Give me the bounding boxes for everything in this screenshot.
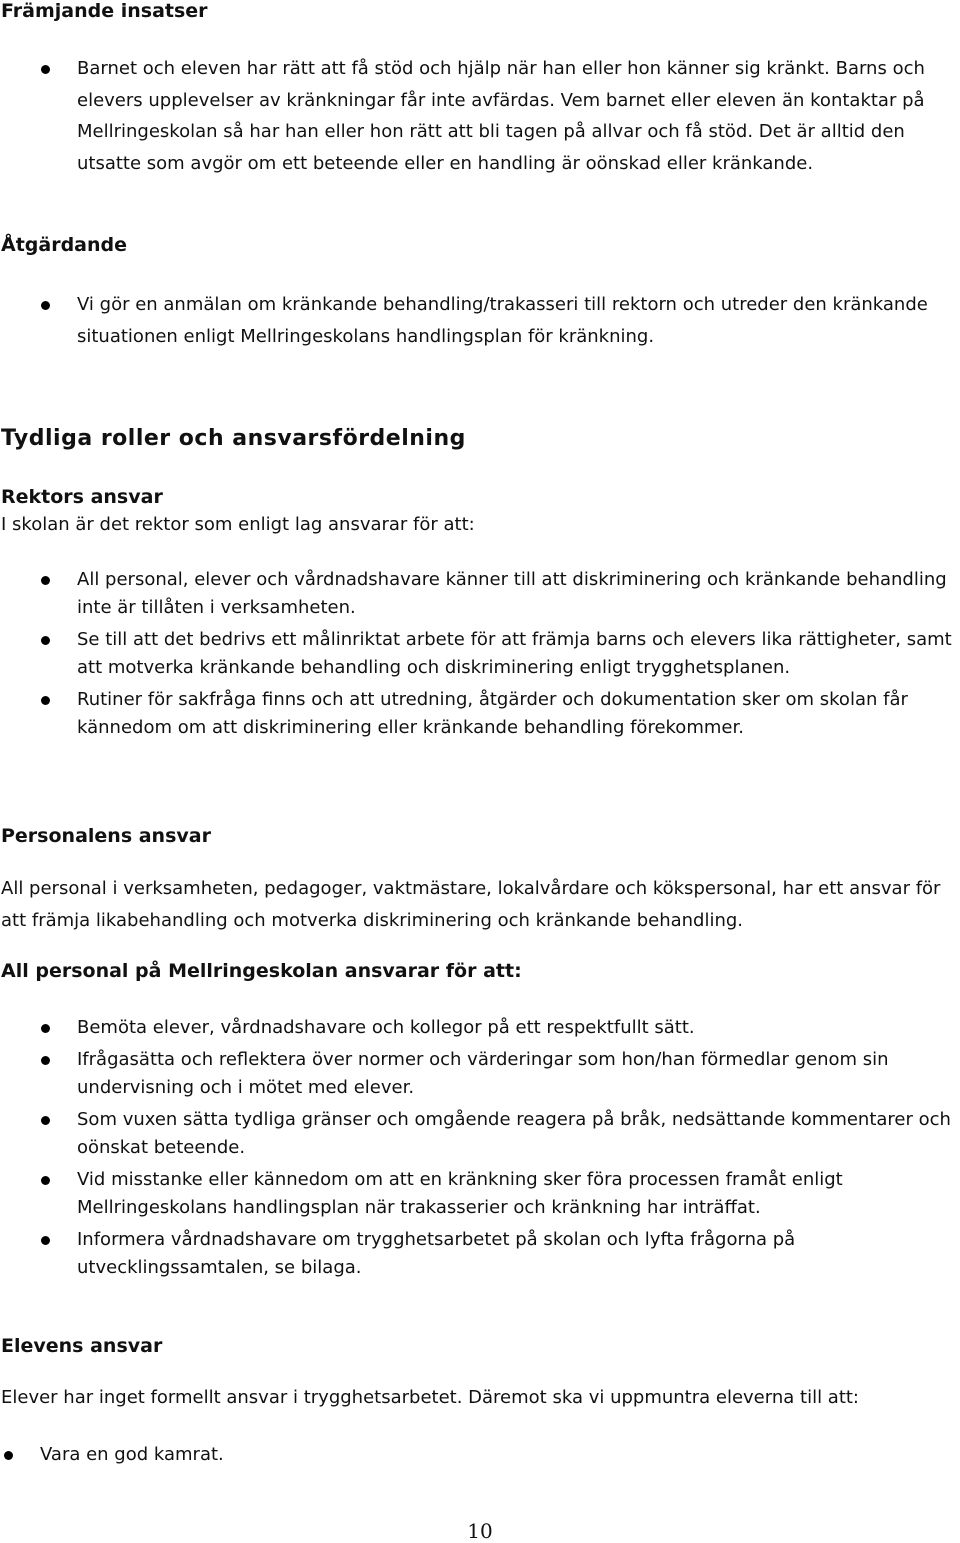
list-item: Vid misstanke eller kännedom om att en kränkning sker föra processen framåt enligt Mellringeskolans handlingsplan när trakasserier och kränkning har inträffat. [0,1166,958,1222]
bullet-icon [41,1176,50,1185]
list-atgardande [0,289,958,352]
heading-framjande: Främjande insatser [1,0,208,22]
list-item: Barnet och eleven har rätt att få stöd och hjälp när han eller hon känner sig kränkt. Barns och elevers upplevelser av kränkningar får inte avfärdas. Vem barnet eller eleven än kontaktar på Mellringeskolan så har han eller hon rätt att bli tagen på allvar och få stöd. Det är alltid den utsatte som avgör om ett beteende eller en handling är oönskad eller kränkande. [0,53,958,179]
personal-paragraph: All personal i verksamheten, pedagoger, vaktmästare, lokalvårdare och kökspersonal, har ett ansvar för att främja likabehandling och motverka diskriminering och kränkande behandling. [1,878,941,931]
list-item: All personal, elever och vårdnadshavare känner till att diskriminering och kränkande behandling inte är tillåten i verksamheten. [0,566,958,622]
bullet-icon [41,301,50,310]
list-personal [0,1014,958,1282]
list-elev [0,1441,958,1469]
heading-rektor: Rektors ansvar [1,486,163,508]
list-item: Informera vårdnadshavare om trygghetsarbetet på skolan och lyfta frågorna på utvecklingssamtalen, se bilaga. [0,1226,958,1282]
bullet-icon [41,696,50,705]
list-framjande [0,53,958,179]
heading-atgardande: Åtgärdande [1,234,128,256]
list-item: Bemöta elever, vårdnadshavare och kollegor på ett respektfullt sätt. [0,1014,958,1042]
rektor-intro: I skolan är det rektor som enligt lag ansvarar för att: [1,514,475,535]
heading-personal-ansvar: All personal på Mellringeskolan ansvarar för att: [1,960,522,982]
bullet-icon [4,1451,13,1460]
bullet-icon [41,1236,50,1245]
bullet-icon [41,65,50,74]
list-item: Vara en god kamrat. [0,1441,958,1469]
bullet-icon [41,576,50,585]
list-rektor [0,566,958,742]
heading-personal: Personalens ansvar [1,825,211,847]
heading-elev: Elevens ansvar [1,1335,163,1357]
list-item: Vi gör en anmälan om kränkande behandling/trakasseri till rektorn och utreder den kränkande situationen enligt Mellringeskolans handlingsplan för kränkning. [0,289,958,352]
list-item: Som vuxen sätta tydliga gränser och omgående reagera på bråk, nedsättande kommentarer och oönskat beteende. [0,1106,958,1162]
list-item: Rutiner för sakfråga finns och att utredning, åtgärder och dokumentation sker om skolan får kännedom om att diskriminering eller kränkande behandling förekommer. [0,686,958,742]
bullet-icon [41,636,50,645]
section-title-roller: Tydliga roller och ansvarsfördelning [1,426,466,451]
list-item: Ifrågasätta och reflektera över normer och värderingar som hon/han förmedlar genom sin undervisning och i mötet med elever. [0,1046,958,1102]
elev-paragraph: Elever har inget formellt ansvar i trygghetsarbetet. Däremot ska vi uppmuntra eleverna till att: [1,1387,859,1408]
bullet-icon [41,1024,50,1033]
list-item: Se till att det bedrivs ett målinriktat arbete för att främja barns och elevers lika rättigheter, samt att motverka kränkande behandling och diskriminering enligt trygghetsplanen. [0,626,958,682]
page-number: 10 [467,1519,493,1543]
bullet-icon [41,1116,50,1125]
bullet-icon [41,1056,50,1065]
